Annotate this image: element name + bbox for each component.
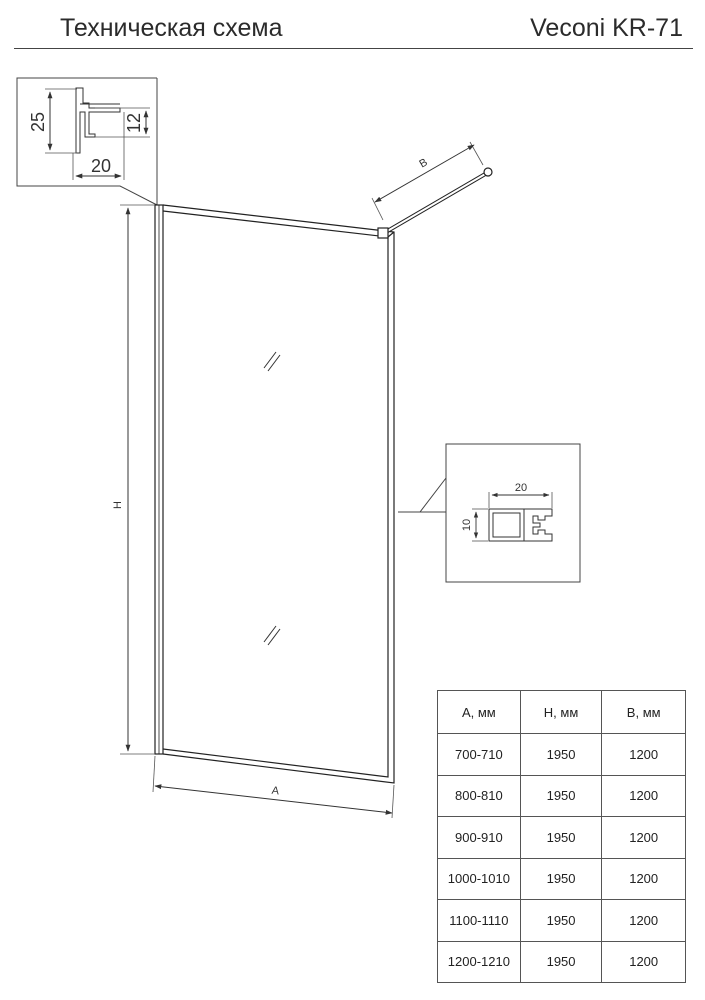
cell-a: 1200-1210 — [438, 941, 521, 983]
cell-h: 1950 — [520, 941, 602, 983]
cell-a: 900-910 — [438, 817, 521, 859]
top-profile-shape — [76, 88, 120, 153]
table-row — [438, 941, 686, 983]
cell-b: 1200 — [602, 858, 686, 900]
cell-h: 1950 — [520, 775, 602, 817]
table-row — [438, 858, 686, 900]
dimensions-table — [437, 690, 686, 983]
height-dimension — [112, 205, 155, 754]
cell-b: 1200 — [602, 941, 686, 983]
cell-h: 1950 — [520, 858, 602, 900]
glass-hatch-top — [264, 352, 280, 371]
cell-h: 1950 — [520, 817, 602, 859]
cell-b: 1200 — [602, 734, 686, 776]
side-profile-shape — [489, 509, 552, 541]
profile-width-label: 20 — [90, 156, 112, 176]
width-label: A — [271, 784, 280, 798]
bar-length-label: B — [417, 156, 430, 171]
glass-panel — [155, 205, 394, 783]
table-row — [438, 734, 686, 776]
column-header-a: A, мм — [438, 691, 521, 734]
cell-a: 800-810 — [438, 775, 521, 817]
table-row — [438, 817, 686, 859]
top-profile-callout — [17, 78, 157, 205]
table-row — [438, 775, 686, 817]
side-profile-width-label: 20 — [514, 482, 528, 494]
side-profile-callout — [398, 444, 580, 582]
profile-inner-label: 12 — [124, 112, 144, 134]
cell-b: 1200 — [602, 817, 686, 859]
schema-title: Техническая схема — [60, 14, 283, 42]
column-header-b: B, мм — [602, 691, 686, 734]
cell-a: 1000-1010 — [438, 858, 521, 900]
width-dimension — [153, 756, 394, 818]
cell-a: 1100-1110 — [438, 900, 521, 942]
profile-height-label: 25 — [28, 111, 48, 133]
cell-b: 1200 — [602, 900, 686, 942]
glass-hatch-bottom — [264, 626, 280, 645]
table-header-row — [438, 691, 686, 734]
height-label: H — [112, 501, 124, 509]
cell-a: 700-710 — [438, 734, 521, 776]
model-name: Veconi KR-71 — [530, 14, 683, 42]
cell-h: 1950 — [520, 734, 602, 776]
side-profile-height-label: 10 — [461, 518, 473, 532]
cell-b: 1200 — [602, 775, 686, 817]
table-row — [438, 900, 686, 942]
column-header-h: H, мм — [520, 691, 602, 734]
cell-h: 1950 — [520, 900, 602, 942]
stabilizer-bar — [372, 142, 492, 238]
